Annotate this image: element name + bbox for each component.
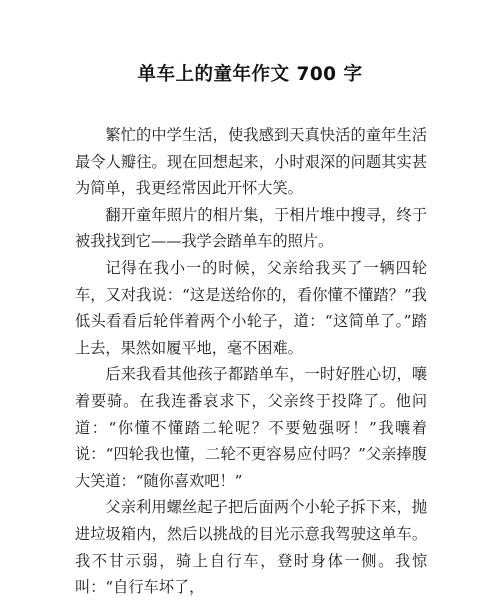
paragraph: 父亲利用螺丝起子把后面两个小轮子拆下来，抛进垃圾箱内，然后以挑战的目光示意我驾驶这单车。我不甘示弱，骑上自行车，登时身体一侧。我惊叫：“自行车坏了， <box>75 498 427 597</box>
paragraph: 繁忙的中学生活，使我感到天真快活的童年生活最令人瓣往。现在回想起来，小时艰深的问题其实甚为简单，我更经常因此开怀大笑。 <box>75 126 427 198</box>
paragraph: 记得在我小一的时候，父亲给我买了一辆四轮车，又对我说：“这是送给你的，看你懂不懂踏？”我低头看看后轮伴着两个小轮子，道：“这简单了。”踏上去，果然如履平地，毫不困难。 <box>75 258 427 357</box>
document-body <box>75 122 427 601</box>
paragraph: 后来我看其他孩子都踏单车，一时好胜心切，嚷着要骑。在我连番哀求下，父亲终于投降了。他问道：“你懂不懂踏二轮呢？不要勉强呀！”我嚷着说：“四轮我也懂，二轮不更容易应付吗？”父亲捧腹大笑道：“随你喜欢吧！” <box>75 365 427 490</box>
document-title: 单车上的童年作文 700 字 <box>137 64 363 85</box>
paragraph: 翻开童年照片的相片集，于相片堆中搜寻，终于被我找到它——我学会踏单车的照片。 <box>75 205 427 251</box>
